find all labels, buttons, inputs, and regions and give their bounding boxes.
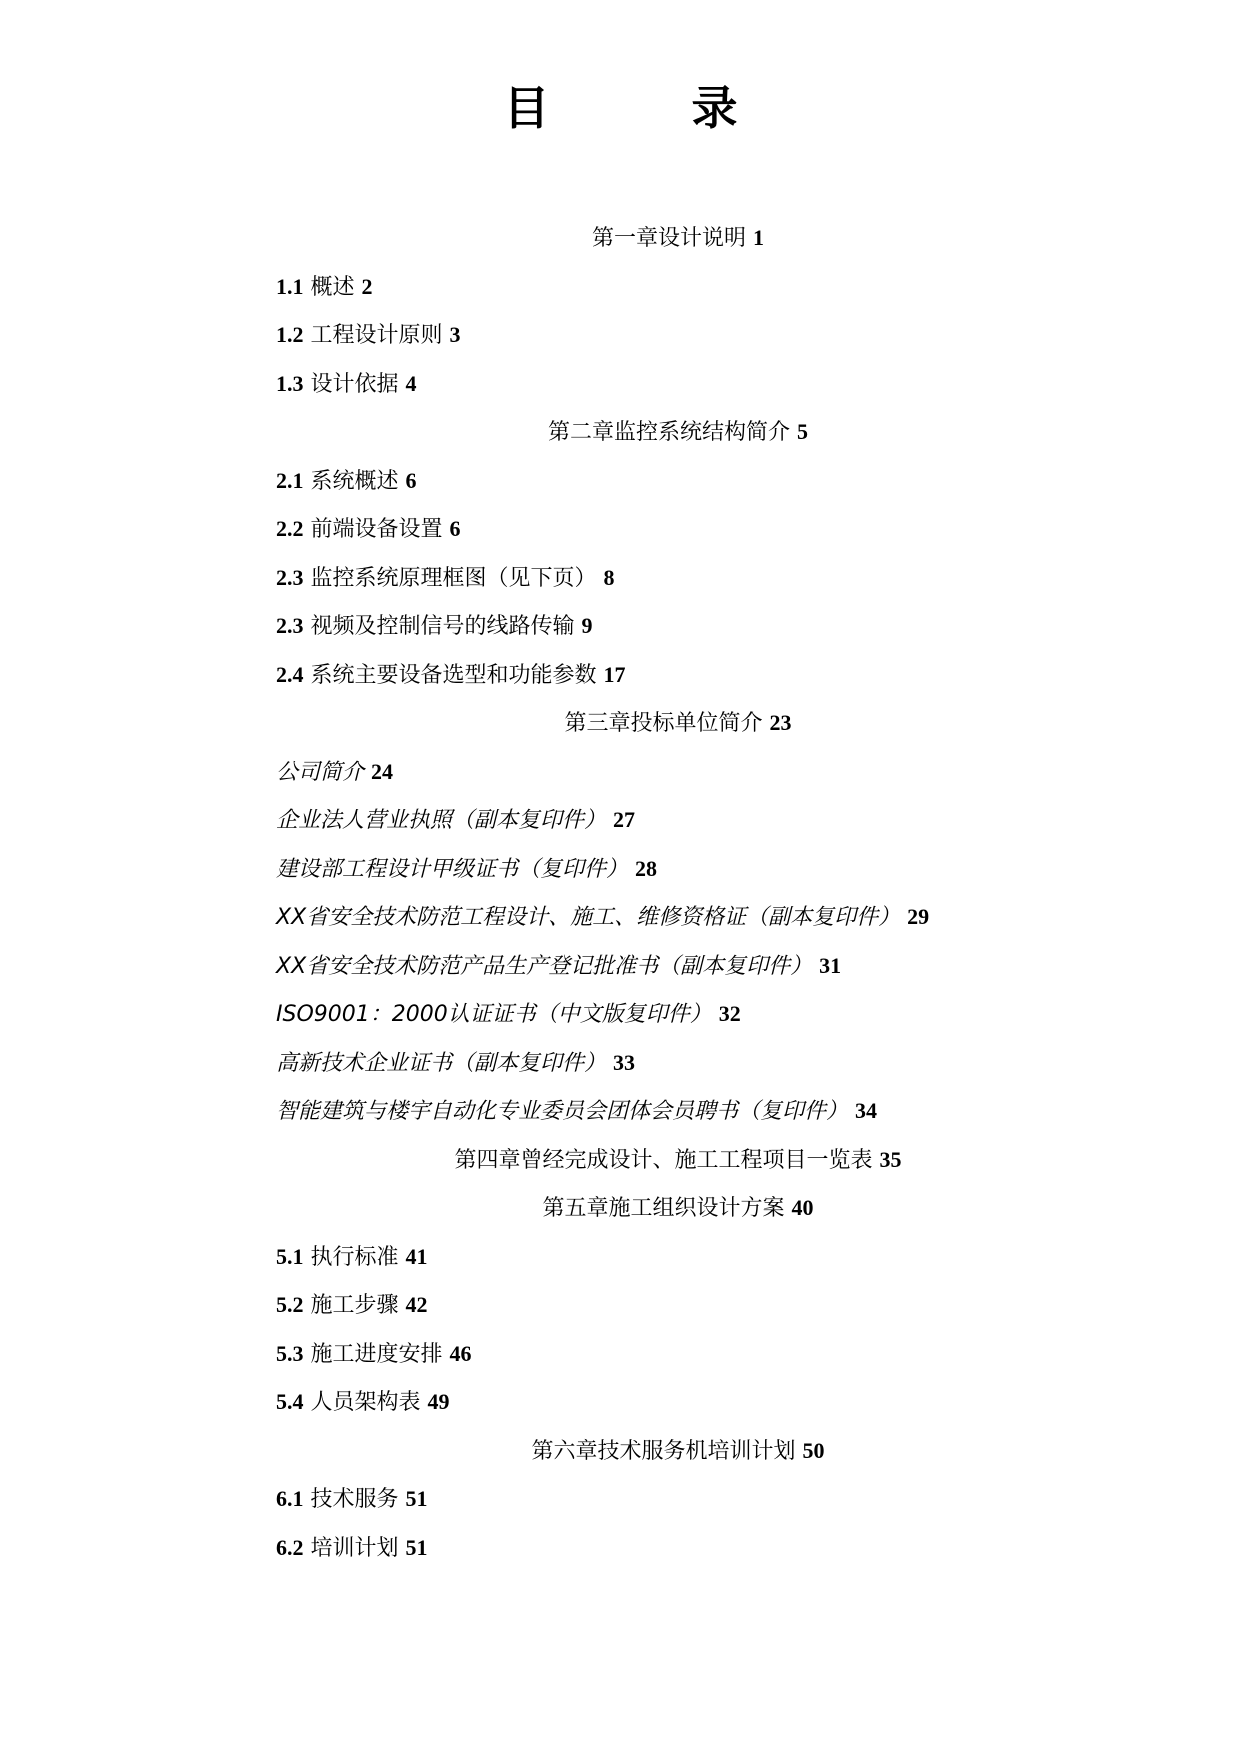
entry-page-number: 4	[405, 370, 417, 396]
toc-section-entry[interactable]	[0, 457, 1241, 506]
entry-number: 2.2	[276, 516, 304, 541]
entry-text: ISO9001：2000认证证书（中文版复印件）	[276, 1002, 712, 1027]
entry-number: 2.3	[276, 613, 304, 638]
toc-section-entry[interactable]	[0, 990, 1241, 1039]
entry-page-number: 49	[427, 1389, 450, 1414]
toc-section-entry[interactable]	[0, 263, 1241, 312]
toc-chapter-entry[interactable]	[0, 699, 1241, 748]
entry-number: 2.1	[276, 467, 304, 493]
toc-section-entry[interactable]	[0, 1039, 1241, 1088]
entry-text: 视频及控制信号的线路传输	[310, 614, 575, 639]
entry-number: 1.3	[276, 370, 304, 396]
entry-text: XX省安全技术防范工程设计、施工、维修资格证（副本复印件）	[276, 905, 901, 930]
entry-page-number: 33	[613, 1049, 636, 1075]
entry-number: 5.1	[276, 1243, 304, 1269]
entry-page-number: 17	[603, 661, 626, 687]
entry-text: 高新技术企业证书（副本复印件）	[276, 1050, 607, 1076]
entry-number: 2.3	[276, 564, 304, 590]
entry-page-number: 29	[907, 904, 930, 929]
entry-page-number: 23	[769, 710, 792, 735]
toc-section-entry[interactable]	[0, 311, 1241, 360]
toc-chapter-entry[interactable]	[0, 1427, 1241, 1476]
entry-text: 工程设计原则	[310, 323, 443, 348]
toc-section-entry[interactable]	[0, 1087, 1241, 1136]
entry-page-number: 40	[791, 1195, 814, 1220]
entry-text: 第一章设计说明	[591, 226, 746, 251]
entry-text: 系统主要设备选型和功能参数	[310, 662, 597, 688]
entry-text: 第三章投标单位简介	[564, 711, 763, 736]
toc-section-entry[interactable]	[0, 505, 1241, 554]
entry-text: XX省安全技术防范产品生产登记批准书（副本复印件）	[276, 953, 813, 979]
entry-text: 施工进度安排	[310, 1341, 443, 1367]
entry-number: 1.2	[276, 322, 304, 347]
entry-number: 5.2	[276, 1292, 304, 1317]
toc-section-entry[interactable]	[0, 1233, 1241, 1282]
toc-section-entry[interactable]	[0, 554, 1241, 603]
toc-chapter-entry[interactable]	[0, 1136, 1241, 1185]
entry-page-number: 6	[449, 516, 461, 541]
toc-section-entry[interactable]	[0, 748, 1241, 797]
entry-number: 6.1	[276, 1486, 304, 1511]
entry-text: 公司简介	[276, 759, 365, 785]
entry-text: 监控系统原理框图（见下页）	[310, 565, 597, 591]
entry-text: 前端设备设置	[310, 517, 443, 542]
entry-page-number: 9	[581, 613, 593, 638]
entry-page-number: 1	[753, 225, 764, 250]
entry-number: 5.3	[276, 1340, 304, 1366]
toc-chapter-entry[interactable]	[0, 1184, 1241, 1233]
entry-text: 第六章技术服务机培训计划	[531, 1438, 796, 1464]
toc-section-entry[interactable]	[0, 1330, 1241, 1379]
toc-section-entry[interactable]	[0, 845, 1241, 894]
entry-number: 2.4	[276, 661, 304, 687]
entry-page-number: 50	[802, 1437, 825, 1463]
toc-chapter-entry[interactable]	[0, 408, 1241, 457]
entry-page-number: 31	[819, 952, 842, 978]
entry-text: 第二章监控系统结构简介	[547, 420, 790, 445]
toc-section-entry[interactable]	[0, 942, 1241, 991]
entry-text: 第五章施工组织设计方案	[542, 1196, 785, 1221]
page-title: 目 录	[503, 81, 786, 135]
entry-text: 系统概述	[310, 468, 399, 494]
toc-section-entry[interactable]	[0, 1378, 1241, 1427]
entry-text: 施工步骤	[310, 1293, 399, 1318]
entry-page-number: 46	[449, 1340, 472, 1366]
toc-section-entry[interactable]	[0, 796, 1241, 845]
toc-section-entry[interactable]	[0, 893, 1241, 942]
toc-section-entry[interactable]	[0, 1281, 1241, 1330]
toc-list	[0, 214, 1241, 1572]
entry-page-number: 5	[797, 419, 808, 444]
entry-page-number: 6	[405, 467, 417, 493]
entry-text: 技术服务	[310, 1487, 399, 1512]
entry-page-number: 42	[405, 1292, 428, 1317]
toc-section-entry[interactable]	[0, 360, 1241, 409]
entry-text: 建设部工程设计甲级证书（复印件）	[276, 856, 629, 882]
entry-text: 第四章曾经完成设计、施工工程项目一览表	[454, 1147, 873, 1173]
entry-page-number: 2	[361, 273, 373, 299]
entry-page-number: 35	[879, 1146, 902, 1172]
entry-page-number: 34	[855, 1098, 878, 1123]
entry-page-number: 28	[635, 855, 658, 881]
entry-text: 人员架构表	[310, 1390, 421, 1415]
toc-section-entry[interactable]	[0, 651, 1241, 700]
entry-page-number: 41	[405, 1243, 428, 1269]
entry-text: 培训计划	[310, 1535, 399, 1561]
entry-number: 6.2	[276, 1534, 304, 1560]
entry-text: 设计依据	[310, 371, 399, 397]
entry-page-number: 8	[603, 564, 615, 590]
entry-page-number: 32	[718, 1001, 741, 1026]
entry-text: 执行标准	[310, 1244, 399, 1270]
entry-text: 概述	[310, 274, 355, 300]
entry-number: 5.4	[276, 1389, 304, 1414]
toc-section-entry[interactable]	[0, 1475, 1241, 1524]
entry-page-number: 3	[449, 322, 461, 347]
entry-page-number: 51	[405, 1486, 428, 1511]
entry-text: 企业法人营业执照（副本复印件）	[276, 808, 607, 833]
entry-number: 1.1	[276, 273, 304, 299]
entry-text: 智能建筑与楼宇自动化专业委员会团体会员聘书（复印件）	[276, 1099, 849, 1124]
toc-section-entry[interactable]	[0, 602, 1241, 651]
entry-page-number: 27	[613, 807, 636, 832]
entry-page-number: 51	[405, 1534, 428, 1560]
toc-chapter-entry[interactable]	[0, 214, 1241, 263]
entry-page-number: 24	[371, 758, 394, 784]
toc-section-entry[interactable]	[0, 1524, 1241, 1573]
